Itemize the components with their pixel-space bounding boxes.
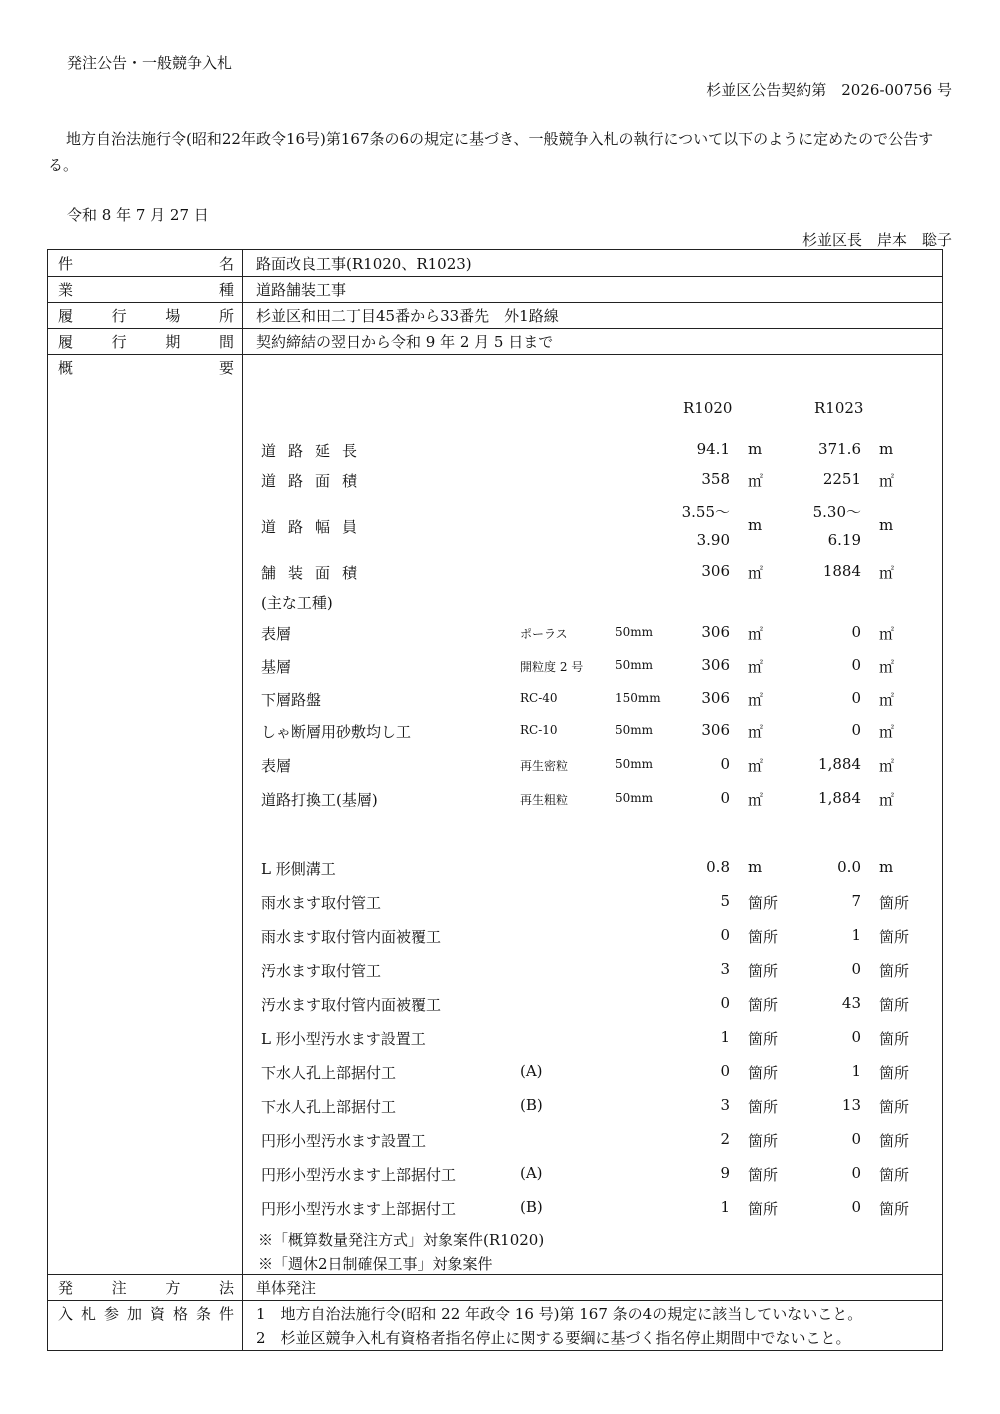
- unit: 箇所: [879, 1200, 910, 1218]
- facility-item-r1020: 0: [720, 1062, 730, 1080]
- label-type: 業種: [58, 281, 234, 299]
- work-item-r1020: 306: [701, 689, 730, 707]
- facility-item-r1020: 5: [720, 892, 730, 910]
- value-period: 契約締結の翌日から令和 9 年 2 月 5 日まで: [256, 333, 554, 351]
- facility-item-r1020: 1: [720, 1028, 730, 1046]
- pave-area-label: 舗装面積: [261, 564, 370, 582]
- qualification-item: 2 杉並区競争入札有資格者指名停止に関する要綱に基づく指名停止期間中でないこと。: [256, 1329, 851, 1347]
- work-item-thickness: 50mm: [615, 723, 654, 737]
- value-name: 路面改良工事(R1020、R1023): [256, 255, 472, 273]
- unit: ㎡: [879, 472, 895, 490]
- row-divider: [48, 354, 942, 355]
- facility-item-type: (A): [520, 1062, 543, 1080]
- unit: 箇所: [748, 1200, 779, 1218]
- unit: 箇所: [879, 962, 910, 980]
- mayor-name: 杉並区長 岸本 聡子: [801, 231, 952, 249]
- facility-item-label: 円形小型汚水ます上部据付工: [261, 1166, 457, 1184]
- row-divider: [48, 276, 942, 277]
- facility-item-label: 下水人孔上部据付工: [261, 1064, 397, 1082]
- facility-item-label: 雨水ます取付管工: [261, 894, 382, 912]
- unit: ㎡: [879, 625, 895, 643]
- unit: m: [748, 516, 763, 534]
- work-item-thickness: 50mm: [615, 658, 654, 672]
- road-width-label: 道路幅員: [261, 518, 370, 536]
- unit: m: [748, 858, 763, 876]
- facility-item-r1023: 0: [851, 1130, 861, 1148]
- unit: ㎡: [879, 791, 895, 809]
- work-item-r1023: 1,884: [818, 789, 861, 807]
- work-item-r1023: 0: [851, 689, 861, 707]
- work-item-r1023: 0: [851, 623, 861, 641]
- work-item-label: しゃ断層用砂敷均し工: [261, 723, 412, 741]
- unit: 箇所: [748, 894, 779, 912]
- unit: m: [879, 440, 894, 458]
- facility-item-r1020: 0: [720, 926, 730, 944]
- facility-item-r1023: 1: [851, 1062, 861, 1080]
- road-area-r1020: 358: [701, 470, 730, 488]
- work-item-spec: 開粒度 2 号: [520, 660, 584, 674]
- unit: 箇所: [748, 1064, 779, 1082]
- work-item-label: 道路打換工(基層): [261, 791, 378, 809]
- column-header-r1020: R1020: [683, 399, 733, 417]
- unit: ㎡: [879, 658, 895, 676]
- row-divider: [48, 1300, 942, 1301]
- unit: ㎡: [748, 472, 764, 490]
- facility-item-r1020: 0: [720, 994, 730, 1012]
- unit: 箇所: [879, 996, 910, 1014]
- label-period: 履行期間: [58, 333, 234, 351]
- facility-item-r1020: 3: [720, 960, 730, 978]
- work-item-r1023: 1,884: [818, 755, 861, 773]
- facility-item-label: L 形側溝工: [261, 860, 336, 878]
- unit: ㎡: [748, 691, 764, 709]
- work-item-r1020: 306: [701, 656, 730, 674]
- work-item-spec: RC-10: [520, 723, 558, 737]
- work-item-spec: 再生密粒: [520, 759, 569, 773]
- facility-item-label: 円形小型汚水ます上部据付工: [261, 1200, 457, 1218]
- facility-item-type: (B): [520, 1198, 543, 1216]
- work-item-r1020: 306: [701, 721, 730, 739]
- road-area-r1023: 2251: [822, 470, 861, 488]
- facility-item-type: (A): [520, 1164, 543, 1182]
- work-item-thickness: 50mm: [615, 757, 654, 771]
- road-area-label: 道路面積: [261, 472, 370, 490]
- unit: ㎡: [879, 691, 895, 709]
- road-width-r1023-to: 6.19: [827, 531, 861, 549]
- facility-item-r1023: 0: [851, 1198, 861, 1216]
- column-header-r1023: R1023: [814, 399, 864, 417]
- work-item-spec: RC-40: [520, 691, 558, 705]
- notice-body: 地方自治法施行令(昭和22年政令16号)第167条の6の規定に基づき、一般競争入札の執行について以下のように定めたので公告する。: [48, 130, 934, 174]
- facility-item-r1020: 9: [720, 1164, 730, 1182]
- road-width-r1020-to: 3.90: [696, 531, 730, 549]
- unit: ㎡: [879, 723, 895, 741]
- unit: ㎡: [748, 791, 764, 809]
- facility-item-r1023: 0: [851, 1164, 861, 1182]
- notice-kind: 発注公告・一般競争入札: [67, 54, 233, 72]
- facility-item-r1020: 2: [720, 1130, 730, 1148]
- road-length-r1023: 371.6: [818, 440, 861, 458]
- work-item-label: 基層: [261, 658, 292, 676]
- work-item-thickness: 50mm: [615, 625, 654, 639]
- unit: ㎡: [879, 564, 895, 582]
- facility-item-label: 汚水ます取付管工: [261, 962, 382, 980]
- unit: ㎡: [748, 757, 764, 775]
- unit: 箇所: [879, 1132, 910, 1150]
- unit: 箇所: [879, 1064, 910, 1082]
- unit: 箇所: [879, 1030, 910, 1048]
- work-item-spec: 再生粗粒: [520, 793, 569, 807]
- work-item-r1023: 0: [851, 721, 861, 739]
- facility-item-r1020: 1: [720, 1198, 730, 1216]
- facility-item-r1023: 1: [851, 926, 861, 944]
- unit: 箇所: [879, 1166, 910, 1184]
- facility-item-label: 下水人孔上部据付工: [261, 1098, 397, 1116]
- notice-number: 杉並区公告契約第 2026-00756 号: [706, 81, 952, 99]
- work-item-label: 下層路盤: [261, 691, 322, 709]
- value-type: 道路舗装工事: [256, 281, 347, 299]
- work-item-label: 表層: [261, 625, 292, 643]
- facility-item-r1023: 0: [851, 960, 861, 978]
- value-method: 単体発注: [256, 1279, 317, 1297]
- unit: 箇所: [748, 1098, 779, 1116]
- facility-item-r1023: 13: [841, 1096, 861, 1114]
- label-qualification: 入札参加資格条件: [58, 1305, 234, 1323]
- unit: ㎡: [748, 723, 764, 741]
- road-length-label: 道路延長: [261, 442, 370, 460]
- work-item-thickness: 150mm: [615, 691, 661, 705]
- facility-item-r1023: 0.0: [837, 858, 861, 876]
- unit: 箇所: [748, 1030, 779, 1048]
- pave-area-r1020: 306: [701, 562, 730, 580]
- work-item-label: 表層: [261, 757, 292, 775]
- notice-date: 令和 8 年 7 月 27 日: [67, 206, 209, 224]
- row-divider: [48, 328, 942, 329]
- unit: 箇所: [748, 1132, 779, 1150]
- work-item-r1020: 0: [720, 789, 730, 807]
- note-two-day-weekend: ※「週休2日制確保工事」対象案件: [258, 1255, 493, 1273]
- unit: m: [879, 858, 894, 876]
- facility-item-r1020: 3: [720, 1096, 730, 1114]
- column-divider: [242, 250, 243, 1350]
- facility-item-r1023: 43: [841, 994, 861, 1012]
- unit: 箇所: [748, 996, 779, 1014]
- facility-item-label: 円形小型汚水ます設置工: [261, 1132, 427, 1150]
- work-item-r1020: 306: [701, 623, 730, 641]
- facility-item-label: L 形小型汚水ます設置工: [261, 1030, 426, 1048]
- note-approx-quantity: ※「概算数量発注方式」対象案件(R1020): [258, 1231, 545, 1249]
- work-item-spec: ポーラス: [520, 627, 568, 641]
- work-item-thickness: 50mm: [615, 791, 654, 805]
- facility-item-r1020: 0.8: [706, 858, 730, 876]
- main-works-heading: (主な工種): [261, 594, 333, 612]
- label-summary: 概要: [58, 359, 234, 377]
- unit: 箇所: [879, 928, 910, 946]
- label-place: 履行場所: [58, 307, 234, 325]
- unit: 箇所: [748, 962, 779, 980]
- facility-item-label: 雨水ます取付管内面被覆工: [261, 928, 442, 946]
- facility-item-r1023: 7: [851, 892, 861, 910]
- road-length-r1020: 94.1: [696, 440, 730, 458]
- work-item-r1023: 0: [851, 656, 861, 674]
- road-width-r1023-from: 5.30～: [812, 503, 861, 521]
- unit: ㎡: [748, 564, 764, 582]
- work-item-r1020: 0: [720, 755, 730, 773]
- unit: 箇所: [879, 894, 910, 912]
- unit: 箇所: [748, 928, 779, 946]
- value-place: 杉並区和田二丁目45番から33番先 外1路線: [256, 307, 559, 325]
- notice-table: [47, 249, 943, 1351]
- unit: 箇所: [879, 1098, 910, 1116]
- road-width-r1020-from: 3.55～: [681, 503, 730, 521]
- unit: ㎡: [879, 757, 895, 775]
- unit: 箇所: [748, 1166, 779, 1184]
- facility-item-r1023: 0: [851, 1028, 861, 1046]
- unit: m: [748, 440, 763, 458]
- unit: ㎡: [748, 625, 764, 643]
- pave-area-r1023: 1884: [822, 562, 861, 580]
- unit: m: [879, 516, 894, 534]
- unit: ㎡: [748, 658, 764, 676]
- label-name: 件名: [58, 255, 234, 273]
- qualification-item: 1 地方自治法施行令(昭和 22 年政令 16 号)第 167 条の4の規定に該当していないこと。: [256, 1305, 863, 1323]
- row-divider: [48, 1274, 942, 1275]
- row-divider: [48, 302, 942, 303]
- facility-item-type: (B): [520, 1096, 543, 1114]
- label-method: 発注方法: [58, 1279, 234, 1297]
- facility-item-label: 汚水ます取付管内面被覆工: [261, 996, 442, 1014]
